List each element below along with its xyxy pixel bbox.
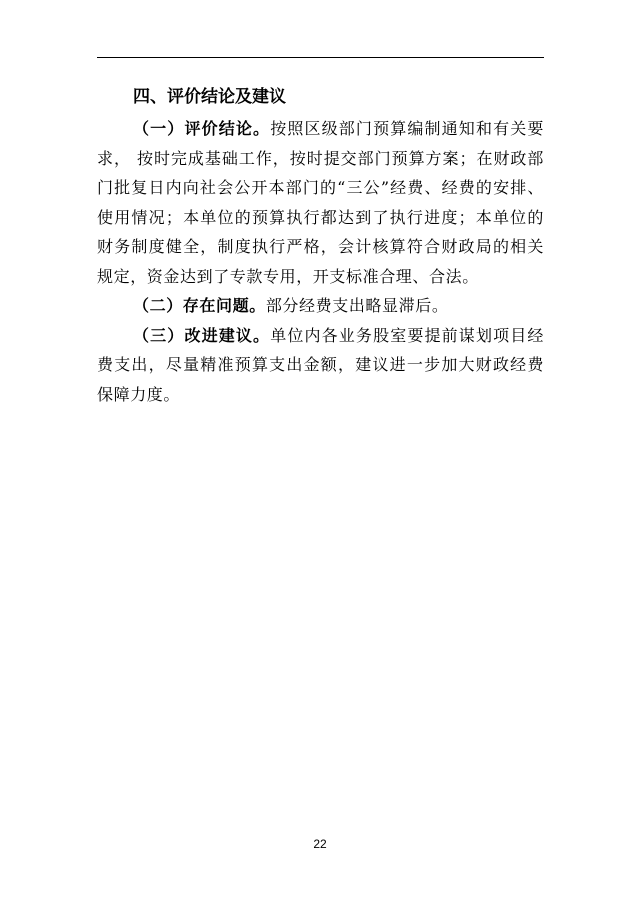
paragraph-suggestions [97, 321, 544, 410]
paragraph-lead: （一）评价结论。 [133, 119, 271, 138]
paragraph-text: 按照区级部门预算编制通知和有关要求， 按时完成基础工作，按时提交部门预算方案；在财政部门批复日内向社会公开本部门的“三公”经费、经费的安排、使用情况；本单位的预算执行都达到了执行进度；本单位的财务制度健全，制度执行严格，会计核算符合财政局的相关规定，资金达到了专款专用，开支标准合理、合法。 [97, 119, 544, 286]
paragraph-conclusion [97, 114, 544, 291]
paragraph-text: 部分经费支出略显滞后。 [265, 296, 449, 315]
paragraph-lead: （三）改进建议。 [133, 325, 271, 345]
document-body [97, 80, 544, 409]
paragraph-problems [97, 291, 544, 321]
paragraph-lead: （二）存在问题。 [133, 296, 266, 315]
page-number: 22 [313, 837, 327, 851]
header-rule [97, 57, 544, 58]
paragraph-text: 单位内各业务股室要提前谋划项目经费支出，尽量精准预算支出金额，建议进一步加大财政经费保障力度。 [97, 325, 544, 404]
section-heading: 四、评价结论及建议 [133, 87, 286, 107]
